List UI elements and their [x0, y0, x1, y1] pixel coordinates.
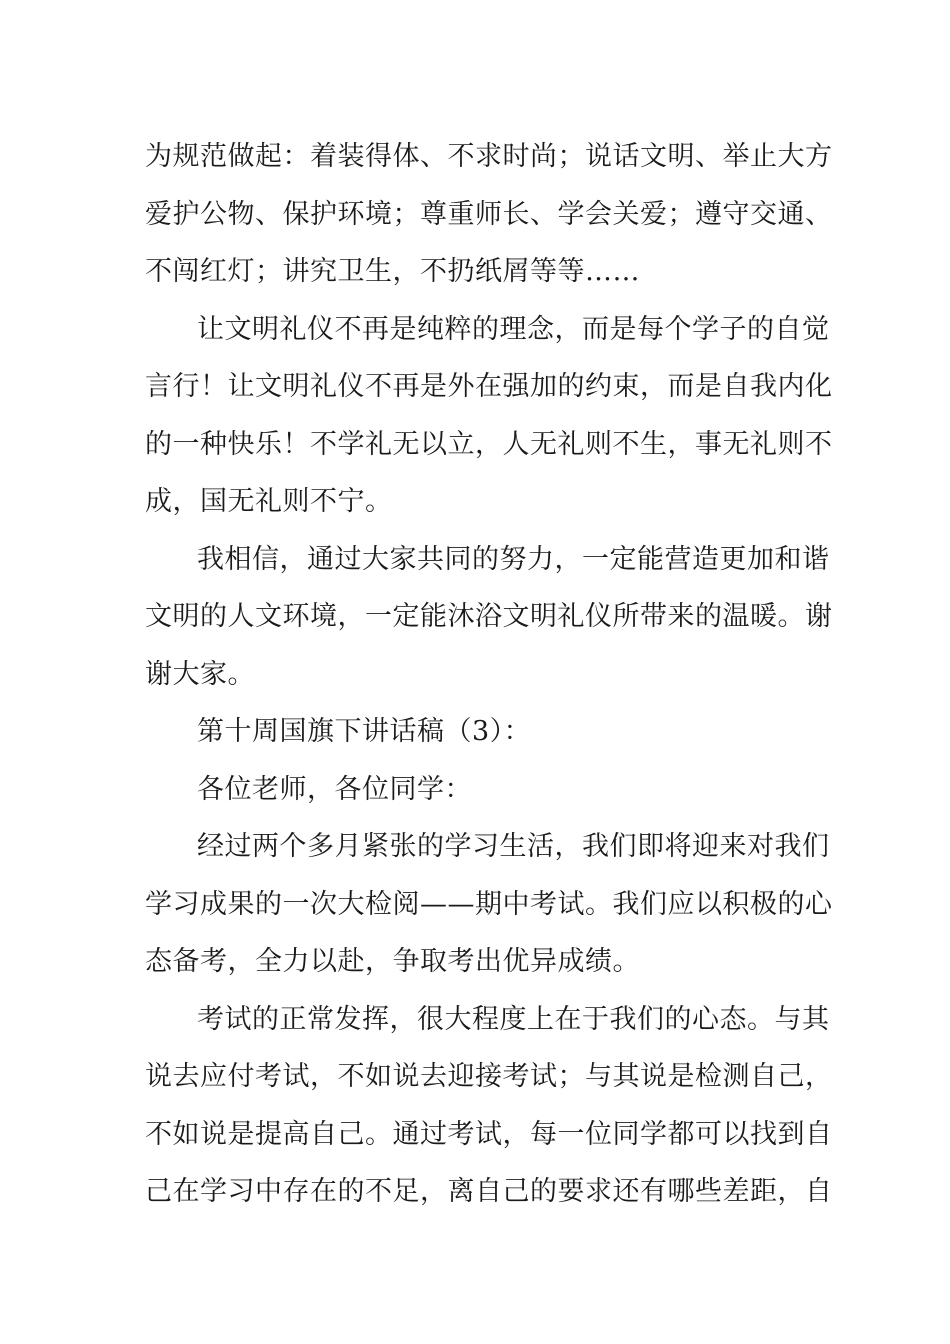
paragraph-first-line: 让文明礼仪不再是纯粹的理念，而是每个学子的自觉: [197, 313, 830, 345]
text-line: 不闯红灯；讲究卫生，不扔纸屑等等……: [145, 256, 640, 287]
text-line: 谢大家。: [145, 658, 255, 690]
text-line: 不如说是提高自己。通过考试，每一位同学都可以找到自: [145, 1118, 833, 1150]
paragraph-first-line: 我相信，通过大家共同的努力，一定能营造更加和谐: [197, 543, 830, 575]
text-line: 成，国无礼则不宁。: [145, 486, 393, 517]
document-body: [145, 128, 833, 1221]
paragraph-first-line: 考试的正常发挥，很大程度上在于我们的心态。与其: [197, 1003, 830, 1035]
text-line: 学习成果的一次大检阅——期中考试。我们应以积极的心: [145, 888, 833, 920]
section-heading: 第十周国旗下讲话稿（3）：: [197, 716, 532, 747]
text-line: 的一种快乐！不学礼无以立，人无礼则不生，事无礼则不: [145, 428, 833, 460]
text-line: 为规范做起：着装得体、不求时尚；说话文明、举止大方: [145, 141, 833, 172]
text-line: 言行！让文明礼仪不再是外在强加的约束，而是自我内化: [145, 371, 833, 402]
text-line: 爱护公物、保护环境；尊重师长、学会关爱；遵守交通、: [145, 198, 833, 230]
text-line: 说去应付考试，不如说去迎接考试；与其说是检测自己，: [145, 1061, 833, 1092]
text-line: 文明的人文环境，一定能沐浴文明礼仪所带来的温暖。谢: [145, 601, 833, 632]
text-line: 己在学习中存在的不足，离自己的要求还有哪些差距，自: [145, 1176, 833, 1207]
paragraph-first-line: 经过两个多月紧张的学习生活，我们即将迎来对我们: [197, 831, 830, 862]
salutation: 各位老师，各位同学：: [197, 773, 472, 805]
text-line: 态备考，全力以赴，争取考出优异成绩。: [145, 946, 640, 977]
